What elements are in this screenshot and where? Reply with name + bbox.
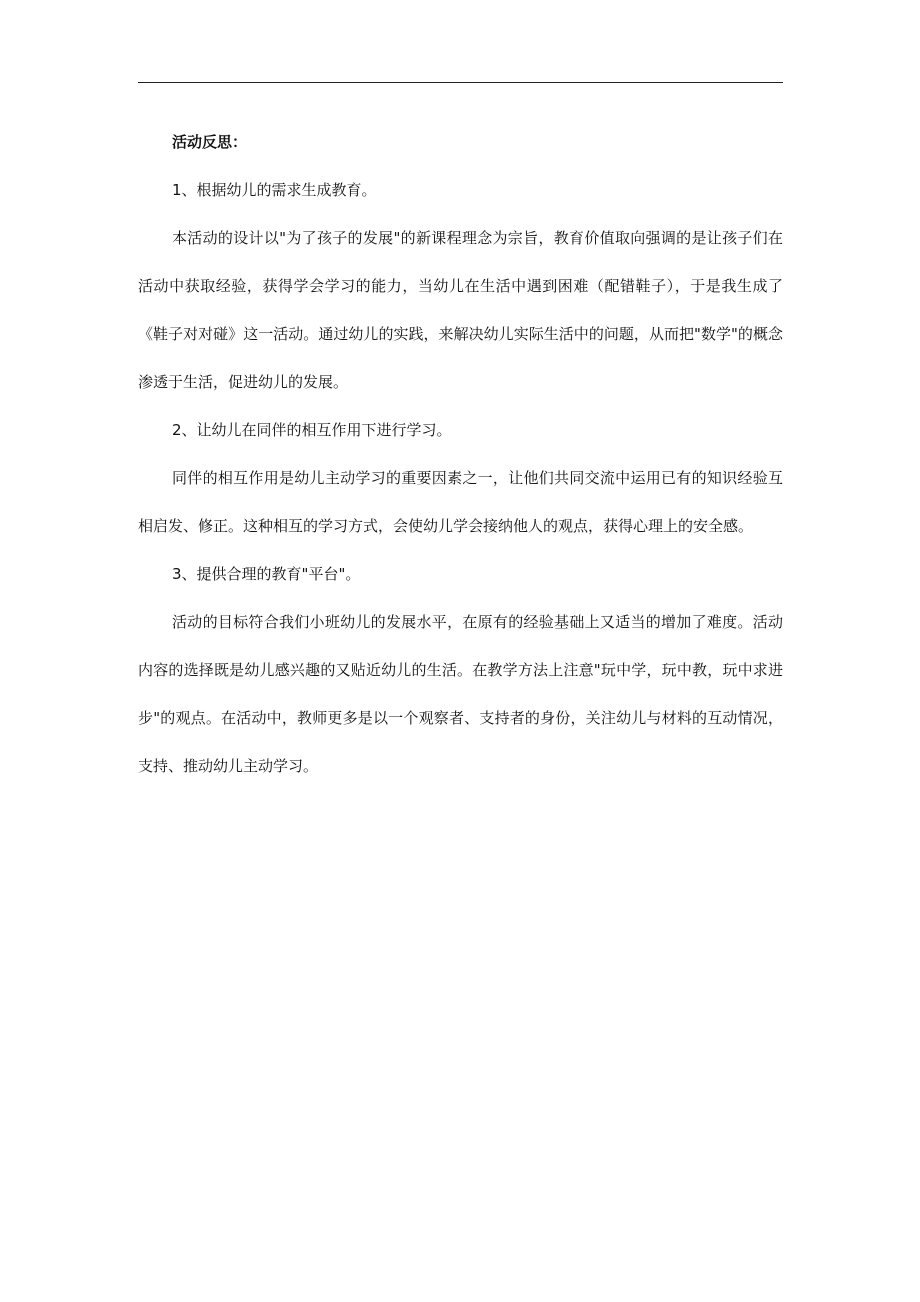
point-3-body: 活动的目标符合我们小班幼儿的发展水平，在原有的经验基础上又适当的增加了难度。活动内容的选择既是幼儿感兴趣的又贴近幼儿的生活。在教学方法上注意"玩中学，玩中教，玩中求进步"的观点。在活动中，教师更多是以一个观察者、支持者的身份，关注幼儿与材料的互动情况，支持、推动幼儿主动学习。 (138, 613, 783, 775)
point-2-title: 2、让幼儿在同伴的相互作用下进行学习。 (172, 421, 452, 439)
point-3-title: 3、提供合理的教育"平台"。 (172, 565, 361, 583)
header-rule (138, 82, 783, 83)
section-heading: 活动反思： (172, 133, 248, 151)
document-body (138, 118, 783, 790)
point-2-body: 同伴的相互作用是幼儿主动学习的重要因素之一，让他们共同交流中运用已有的知识经验互相启发、修正。这种相互的学习方式，会使幼儿学会接纳他人的观点，获得心理上的安全感。 (138, 469, 783, 535)
point-1-body: 本活动的设计以"为了孩子的发展"的新课程理念为宗旨，教育价值取向强调的是让孩子们在活动中获取经验，获得学会学习的能力，当幼儿在生活中遇到困难（配错鞋子），于是我生成了《鞋子对对碰》这一活动。通过幼儿的实践，来解决幼儿实际生活中的问题，从而把"数学"的概念渗透于生活，促进幼儿的发展。 (138, 229, 783, 391)
point-1-title: 1、根据幼儿的需求生成教育。 (172, 181, 377, 199)
